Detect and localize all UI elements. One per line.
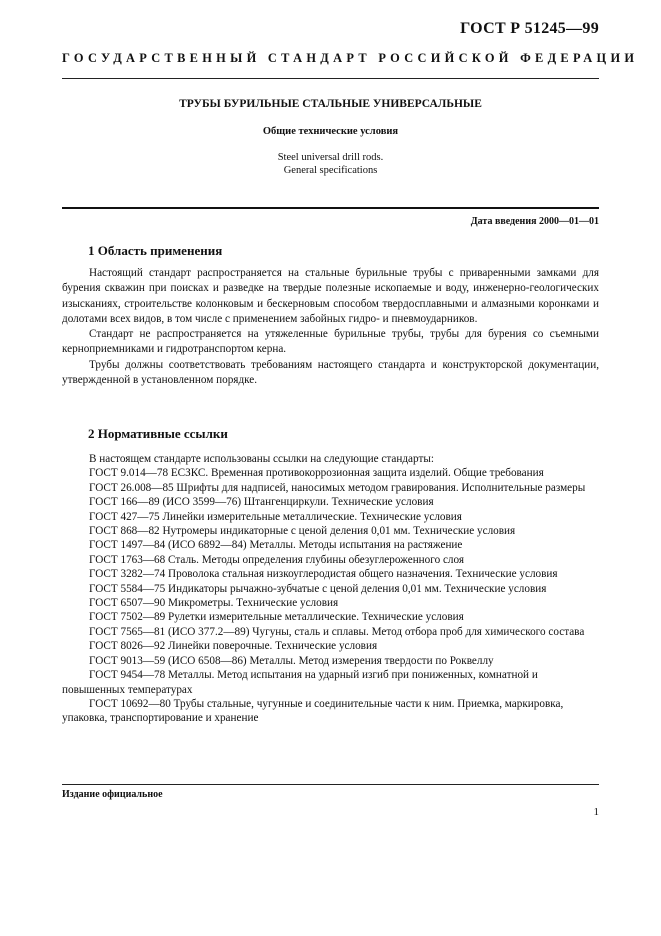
english-title-line1: Steel universal drill rods. bbox=[277, 152, 384, 163]
gost-code: ГОСТ Р 51245—99 bbox=[460, 20, 599, 37]
section-1-body bbox=[62, 266, 599, 388]
reference-item: ГОСТ 868—82 Нутромеры индикаторные с ценой деления 0,01 мм. Технические условия bbox=[89, 525, 516, 538]
reference-item: ГОСТ 9.014—78 ЕСЗКС. Временная противокоррозионная защита изделий. Общие требования bbox=[89, 467, 544, 480]
reference-item: ГОСТ 9454—78 Металлы. Метод испытания на ударный изгиб при пониженных, комнатной и повышенных температурах bbox=[62, 669, 538, 696]
footer-divider bbox=[62, 784, 599, 785]
reference-item: ГОСТ 7565—81 (ИСО 377.2—89) Чугуны, сталь и сплавы. Метод отбора проб для химического состава bbox=[89, 625, 585, 638]
reference-item: ГОСТ 10692—80 Трубы стальные, чугунные и соединительные части к ним. Приемка, маркировка, упаковка, транспортирование и хранение bbox=[62, 697, 564, 725]
section-1-paragraph: Трубы должны соответствовать требованиям настоящего стандарта и конструкторской документации, утвержденной в установленном порядке. bbox=[62, 358, 599, 387]
reference-item: ГОСТ 26.008—85 Шрифты для надписей, наносимых методом гравирования. Исполнительные размеры bbox=[89, 481, 586, 494]
reference-item: ГОСТ 3282—74 Проволока стальная низкоуглеродистая общего назначения. Технические условия bbox=[89, 568, 558, 581]
reference-item: ГОСТ 166—89 (ИСО 3599—76) Штангенциркули. Технические условия bbox=[89, 496, 434, 509]
title-divider bbox=[62, 207, 599, 209]
section-1-paragraph: Стандарт не распространяется на утяжеленные бурильные трубы, трубы для бурения со съемными керноприемниками и гидротранспортом керна. bbox=[62, 328, 599, 356]
normative-references-list bbox=[62, 452, 599, 726]
english-title-line2: General specifications bbox=[283, 165, 378, 176]
section-2-heading: 2 Нормативные ссылки bbox=[88, 426, 228, 441]
state-standard-header: ГОСУДАРСТВЕННЫЙ СТАНДАРТ РОССИЙСКОЙ ФЕДЕРАЦИИ bbox=[62, 51, 639, 65]
english-title bbox=[62, 151, 599, 177]
reference-item: ГОСТ 1763—68 Сталь. Методы определения глубины обезуглероженного слоя bbox=[89, 553, 465, 566]
official-edition-label: Издание официальное bbox=[62, 789, 163, 800]
page-number: 1 bbox=[593, 806, 599, 818]
section-1-heading: 1 Область применения bbox=[88, 243, 223, 258]
document-subtitle: Общие технические условия bbox=[262, 126, 399, 137]
reference-item: ГОСТ 6507—90 Микрометры. Технические условия bbox=[89, 597, 339, 610]
date-of-introduction: Дата введения 2000—01—01 bbox=[470, 216, 599, 227]
header-divider bbox=[62, 78, 599, 79]
reference-item: ГОСТ 8026—92 Линейки поверочные. Технические условия bbox=[89, 640, 378, 653]
section-1-paragraph: Настоящий стандарт распространяется на стальные бурильные трубы с приваренными замками для бурения скважин при поисках и разведке на твердые полезные ископаемые и воду, инженерно-геологических изысканиях, строительстве колонковым и бескерновым способом твердосплавными и алмазными коронками и долотами всех видов, в том числе с применением забойных гидро- и пневмоударников. bbox=[62, 267, 599, 325]
reference-item: ГОСТ 1497—84 (ИСО 6892—84) Металлы. Методы испытания на растяжение bbox=[89, 539, 463, 552]
reference-item: ГОСТ 427—75 Линейки измерительные металлические. Технические условия bbox=[89, 510, 462, 523]
reference-item: ГОСТ 9013—59 (ИСО 6508—86) Металлы. Метод измерения твердости по Роквеллу bbox=[89, 654, 494, 667]
document-title: ТРУБЫ БУРИЛЬНЫЕ СТАЛЬНЫЕ УНИВЕРСАЛЬНЫЕ bbox=[179, 98, 482, 110]
references-intro: В настоящем стандарте использованы ссылки на следующие стандарты: bbox=[89, 453, 434, 465]
reference-item: ГОСТ 5584—75 Индикаторы рычажно-зубчатые с ценой деления 0,01 мм. Технические условия bbox=[89, 582, 547, 595]
reference-item: ГОСТ 7502—89 Рулетки измерительные металлические. Технические условия bbox=[89, 611, 464, 624]
